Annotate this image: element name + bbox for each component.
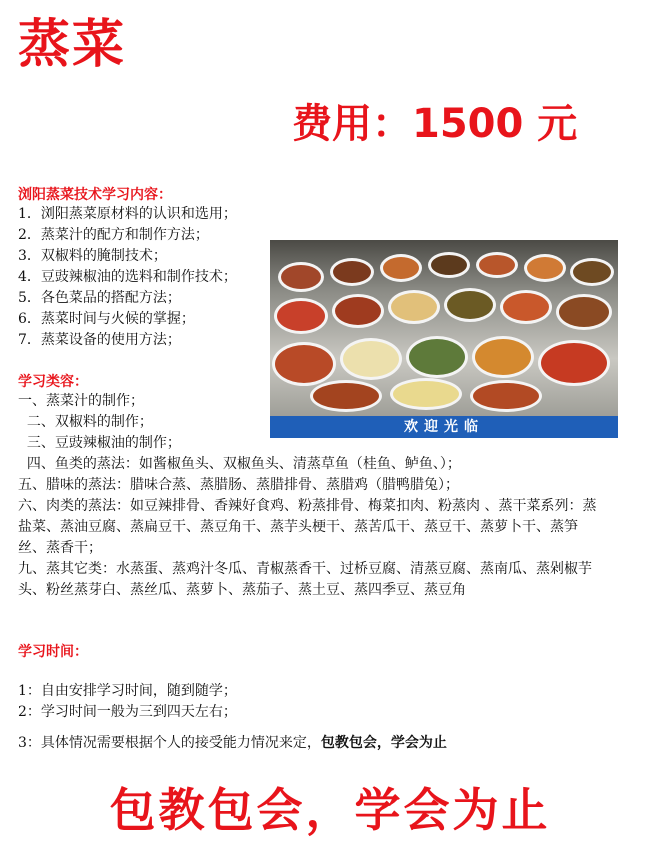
content-item: 5．各色菜品的搭配方法； [18, 290, 181, 306]
time-item-3-bold: 包教包会，学会为止 [320, 735, 447, 751]
time-item: 2：学习时间一般为三到四天左右； [18, 704, 237, 720]
category-item-other: 九、蒸其它类：水蒸蛋、蒸鸡汁冬瓜、青椒蒸香干、过桥豆腐、清蒸豆腐、蒸南瓜、蒸剁椒芋头、粉丝蒸芽白、蒸丝瓜、蒸萝卜、蒸茄子、蒸土豆、蒸四季豆、蒸豆角 [18, 561, 592, 598]
content-item: 4．豆豉辣椒油的选料和制作技术； [18, 269, 237, 285]
content-item: 6．蒸菜时间与火候的掌握； [18, 311, 195, 327]
slogan: 包教包会，学会为止 [109, 783, 551, 837]
category-heading: 学习类容： [18, 374, 88, 390]
content-heading: 浏阳蒸菜技术学习内容： [18, 187, 172, 203]
page-title: 蒸菜 [18, 15, 127, 75]
category-item: 二、双椒料的制作； [18, 414, 153, 430]
steamed-dishes-photo [270, 240, 618, 438]
content-item: 1．浏阳蒸菜原材料的认识和选用； [18, 206, 237, 222]
category-item: 四、鱼类的蒸法：如酱椒鱼头、双椒鱼头、清蒸草鱼（桂鱼、鲈鱼、）； [18, 456, 461, 472]
time-heading: 学习时间： [18, 644, 88, 660]
category-item-meat: 六、肉类的蒸法：如豆辣排骨、香辣好食鸡、粉蒸排骨、梅菜扣肉、粉蒸肉 、蒸干菜系列：蒸盐菜、蒸油豆腐、蒸扁豆干、蒸豆角干、蒸芋头梗干、蒸苦瓜干、蒸豆干、蒸萝卜干、蒸笋丝、蒸香干； [18, 498, 597, 556]
category-item: 一、蒸菜汁的制作； [18, 393, 144, 409]
content-item: 7．蒸菜设备的使用方法； [18, 332, 181, 348]
content-item: 2．蒸菜汁的配方和制作方法； [18, 227, 209, 243]
fee-label: 费用：1500 元 [292, 101, 578, 147]
content-item: 3．双椒料的腌制技术； [18, 248, 167, 264]
time-item-3-text: 3：具体情况需要根据个人的接受能力情况来定， [18, 735, 321, 751]
time-item: 1：自由安排学习时间，随到随学； [18, 683, 237, 699]
category-item: 三、豆豉辣椒油的制作； [18, 435, 181, 451]
category-item: 五、腊味的蒸法：腊味合蒸、蒸腊肠、蒸腊排骨、蒸腊鸡（腊鸭腊兔）； [18, 477, 459, 493]
time-item-3 [18, 733, 447, 754]
photo-banner: 欢迎光临 [270, 416, 618, 438]
